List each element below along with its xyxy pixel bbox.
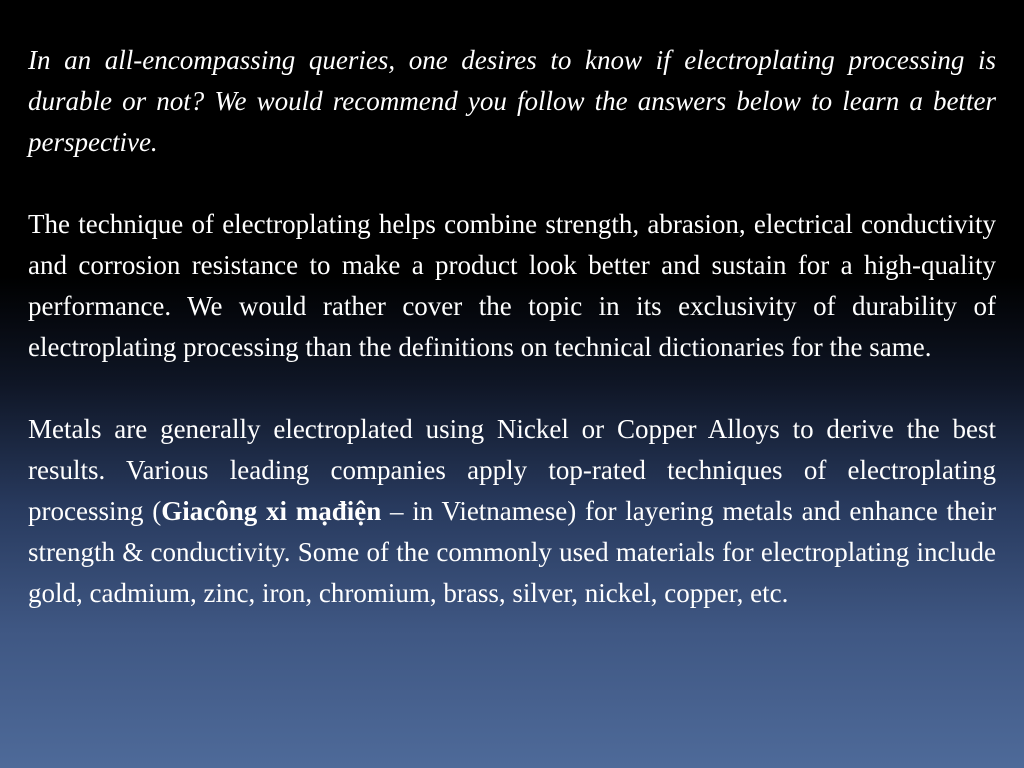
slide-text-body bbox=[28, 40, 996, 614]
metals-paragraph bbox=[28, 409, 996, 614]
vietnamese-term: Giacông xi mạđiện bbox=[161, 496, 382, 526]
intro-paragraph: In an all-encompassing queries, one desires to know if electroplating processing is durable or not? We would recommend you follow the answers below to learn a better perspective. bbox=[28, 45, 996, 157]
metals-text-before: Metals are generally electroplated using Nickel or Copper Alloys to derive the best results. Various leading companies apply top-rated techniques of electroplating processing ( bbox=[28, 414, 996, 526]
metals-text-after: – in Vietnamese) for layering metals and enhance their strength & conductivity. Some of the commonly used materials for electroplating include gold, cadmium, zinc, iron, chromium, brass, silver, nickel, copper, etc. bbox=[28, 496, 997, 608]
technique-paragraph: The technique of electroplating helps combine strength, abrasion, electrical conductivity and corrosion resistance to make a product look better and sustain for a high-quality performance. We would rather cover the topic in its exclusivity of durability of electroplating processing than the definitions on technical dictionaries for the same. bbox=[28, 209, 996, 362]
